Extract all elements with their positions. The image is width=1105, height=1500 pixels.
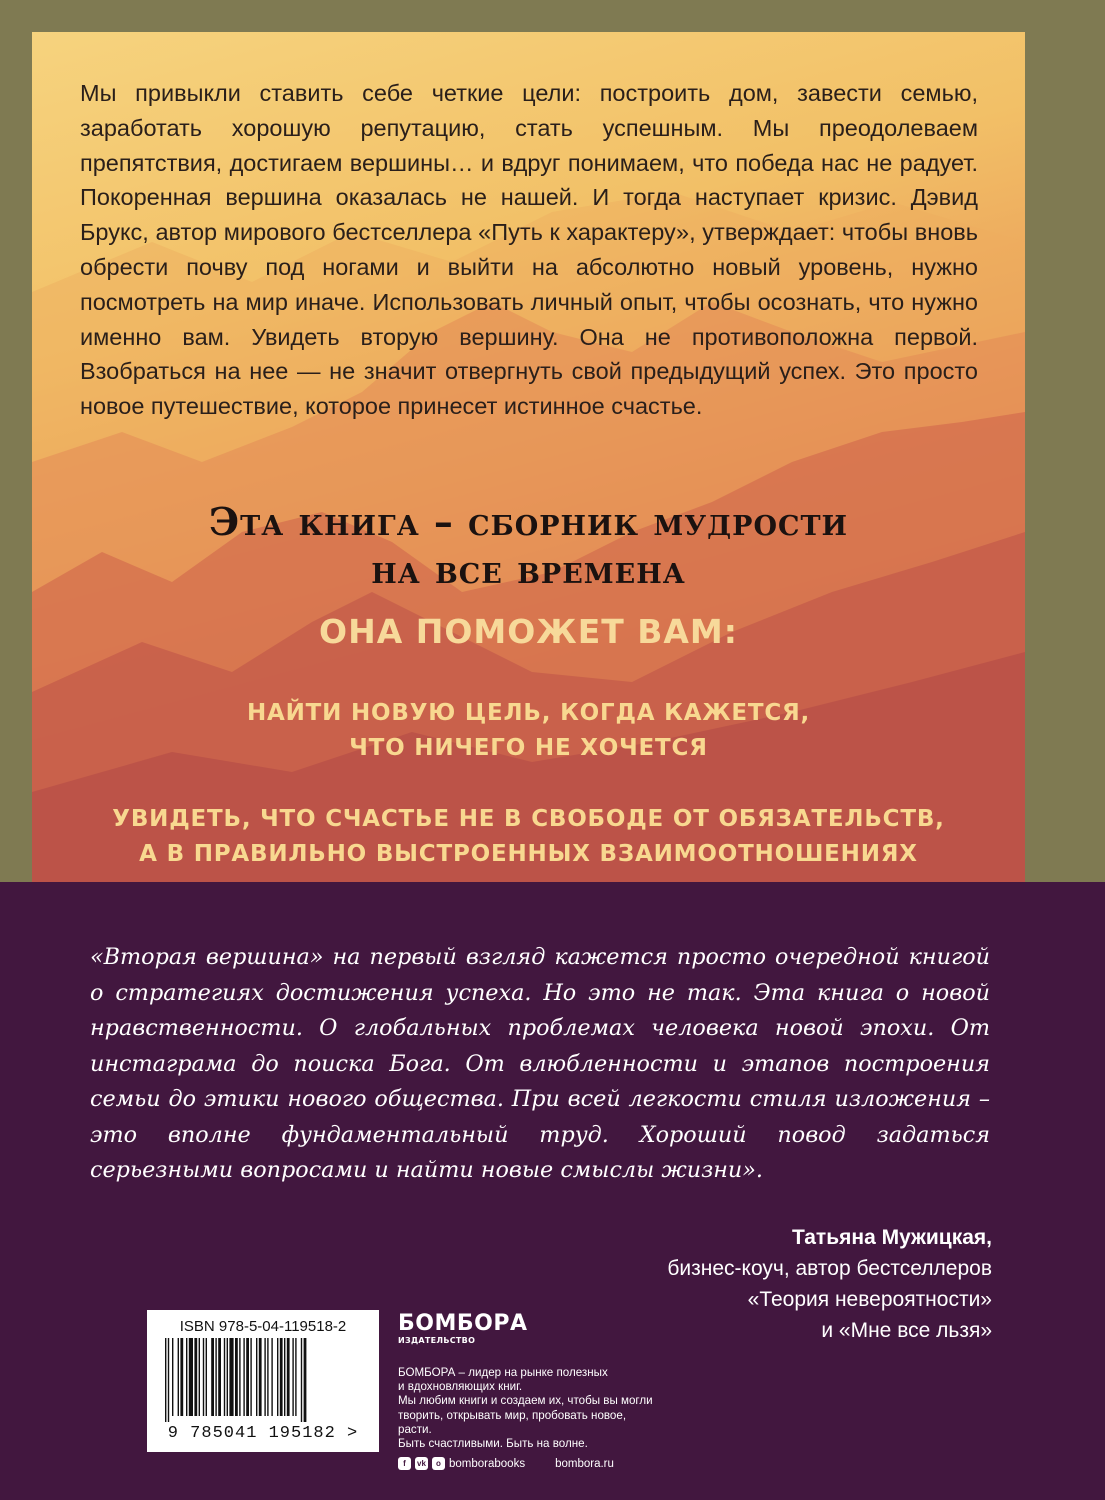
- barcode-bar: [224, 1338, 225, 1416]
- benefit-2-line-1: УВИДЕТЬ, ЧТО СЧАСТЬЕ НЕ В СВОБОДЕ ОТ ОБЯЗАТЕЛЬСТВ,: [112, 806, 945, 832]
- barcode-bar: [206, 1338, 207, 1416]
- review-quote: «Вторая вершина» на первый взгляд кажется просто очередной книгой о стратегиях достижения успеха. Но это не так. Эта книга о новой нравственности. О глобальных проблемах человека новой эпохи. От инстаграма до поиска Бога. От влюбленности и этапов построения семьи до этики нового общества. При всей легкости стиля изложения – это вполне фундаментальный труд. Хороший повод задаться серьезными вопросами и найти новые смыслы жизни».: [90, 944, 990, 1183]
- vk-icon[interactable]: vk: [415, 1457, 428, 1470]
- review-author: Татьяна Мужицкая,: [791, 1226, 992, 1249]
- publisher-line: Быть счастливыми. Быть на волне.: [398, 1437, 588, 1451]
- barcode-bar: [243, 1338, 244, 1416]
- benefit-item: [32, 802, 1025, 872]
- barcode-bar: [168, 1338, 169, 1422]
- social-handle[interactable]: bomborabooks: [449, 1457, 526, 1470]
- review-panel: [0, 882, 1105, 1500]
- barcode-box: [147, 1310, 379, 1452]
- barcode-bar: [284, 1338, 285, 1416]
- barcode-bar: [199, 1338, 200, 1416]
- publisher-line: Мы любим книги и создаем их, чтобы вы могли: [398, 1394, 653, 1408]
- barcode-bar: [180, 1338, 183, 1416]
- barcode-bar: [256, 1338, 257, 1416]
- barcode-bar: [250, 1338, 251, 1416]
- barcode-bar: [178, 1338, 179, 1416]
- benefit-1-line-2: ЧТО НИЧЕГО НЕ ХОЧЕТСЯ: [349, 735, 708, 761]
- barcode-bar: [229, 1338, 233, 1416]
- publisher-logo-sub: ИЗДАТЕЛЬСТВО: [398, 1336, 476, 1345]
- benefit-2-line-2: А В ПРАВИЛЬНО ВЫСТРОЕННЫХ ВЗАИМООТНОШЕНИЯХ: [139, 841, 918, 867]
- publisher-logo-name: БОМБОРА: [398, 1311, 528, 1336]
- publisher-site-link[interactable]: bombora.ru: [555, 1457, 614, 1470]
- barcode-bar: [165, 1338, 166, 1422]
- barcode-bar: [304, 1338, 307, 1422]
- isbn-label: ISBN 978-5-04-119518-2: [179, 1318, 347, 1335]
- back-cover-blurb: Мы привыкли ставить себе четкие цели: построить дом, завести семью, заработать хорошую репутацию, стать успешным. Мы преодолеваем препятствия, достигаем вершины… и вдруг понимаем, что победа нас не радует. Покоренная вершина оказалась не нашей. И тогда наступает кризис. Дэвид Брукс, автор мирового бестселлера «Путь к характеру», утверждает: чтобы вновь обрести почву под ногами и выйти на абсолютно новый уровень, нужно посмотреть на мир иначе. Использовать личный опыт, чтобы осознать, что нужно именно вам. Увидеть вторую вершину. Она не противоположна первой. Взобраться на нее — не значит отвергнуть свой предыдущий успех. Это просто новое путешествие, которое принесет истинное счастье.: [80, 80, 978, 420]
- barcode-bar: [277, 1338, 278, 1416]
- benefit-item: [32, 696, 1025, 766]
- tagline-heading: [32, 498, 1025, 594]
- barcode-bar: [215, 1338, 216, 1416]
- publisher-line: БОМБОРА – лидер на рынке полезных: [398, 1366, 608, 1379]
- barcode-bars: [161, 1338, 365, 1422]
- barcode-bar: [172, 1338, 173, 1416]
- tagline-line-2: на все времена: [371, 547, 686, 592]
- barcode-bar: [218, 1338, 221, 1416]
- barcode-bar: [264, 1338, 265, 1416]
- review-role-line-3: и «Мне все льзя»: [821, 1319, 992, 1342]
- barcode-bar: [235, 1338, 238, 1416]
- barcode-bar: [239, 1338, 240, 1416]
- barcode-bar: [246, 1338, 249, 1416]
- barcode-bar: [259, 1338, 262, 1416]
- barcode-bar: [211, 1338, 214, 1416]
- barcode-bar: [227, 1338, 228, 1416]
- barcode-bar: [194, 1338, 197, 1416]
- tagline-line-1: Эта книга – сборник мудрости: [208, 499, 849, 544]
- barcode-bar: [189, 1338, 193, 1416]
- helps-title: ОНА ПОМОЖЕТ ВАМ:: [319, 612, 738, 651]
- facebook-icon[interactable]: f: [398, 1457, 411, 1470]
- publisher-line: творить, открывать мир, пробовать новое, расти.: [398, 1408, 627, 1436]
- barcode-bar: [203, 1338, 204, 1416]
- odnoklassniki-icon[interactable]: o: [432, 1457, 445, 1470]
- publisher-line: и вдохновляющих книг.: [398, 1380, 523, 1394]
- barcode-bar: [292, 1338, 293, 1416]
- barcode-bar: [186, 1338, 187, 1416]
- benefit-1-line-1: НАЙТИ НОВУЮ ЦЕЛЬ, КОГДА КАЖЕТСЯ,: [246, 700, 811, 726]
- barcode-bar: [295, 1338, 296, 1416]
- review-role-line-1: бизнес-коуч, автор бестселлеров: [667, 1257, 992, 1280]
- barcode-bar: [280, 1338, 283, 1416]
- publisher-description: [398, 1366, 658, 1451]
- barcode-bar: [267, 1338, 268, 1416]
- review-role-line-2: «Теория невероятности»: [747, 1288, 992, 1311]
- barcode-digits: 9 785041 195182 >: [167, 1424, 359, 1443]
- cover-artwork: [32, 32, 1025, 882]
- barcode-bar: [301, 1338, 302, 1422]
- barcode-bar: [271, 1338, 272, 1416]
- publisher-logo: [398, 1312, 527, 1345]
- publisher-social-row: [398, 1457, 614, 1470]
- barcode-bar: [287, 1338, 290, 1416]
